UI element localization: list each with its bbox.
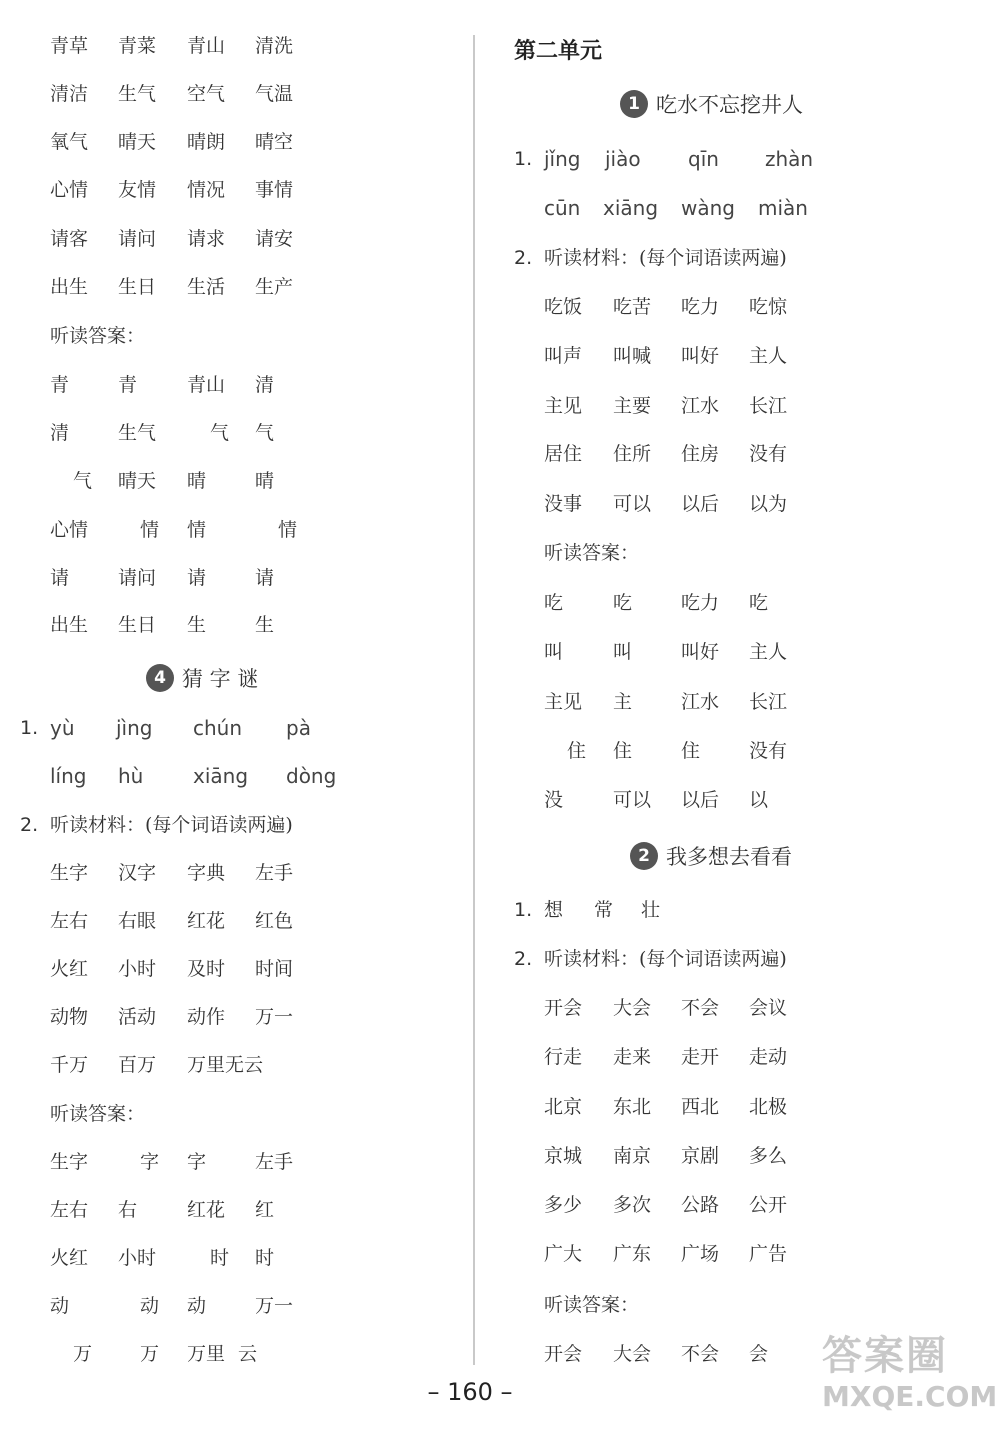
answer: 开会	[544, 1343, 583, 1365]
word: 北极	[749, 1096, 788, 1118]
answer: 住	[567, 740, 587, 762]
answer: 万	[73, 1343, 93, 1365]
lesson-heading	[146, 663, 258, 693]
answer: 晴天	[118, 470, 157, 492]
word: 主要	[613, 395, 652, 417]
word: 住所	[613, 443, 652, 465]
answer: 出生	[50, 614, 89, 636]
lesson-title: 吃水不忘挖井人	[656, 93, 803, 117]
answer: 小时	[118, 1247, 157, 1269]
word: 西北	[681, 1096, 720, 1118]
answer: 生	[255, 614, 275, 636]
pinyin: wàng	[681, 196, 735, 220]
watermark-en: MXQE.COM	[822, 1380, 998, 1413]
word: 动作	[187, 1006, 226, 1028]
answer: 请问	[118, 567, 157, 589]
word: 氧气	[50, 131, 89, 153]
word: 广大	[544, 1243, 583, 1265]
pinyin: jìng	[116, 716, 153, 740]
answer: 生日	[118, 614, 157, 636]
word: 请问	[118, 228, 157, 250]
answer: 时	[255, 1247, 275, 1269]
word: 出生	[50, 276, 89, 298]
answer: 主见	[544, 691, 583, 713]
answer: 常	[594, 899, 614, 921]
answer: 生气	[118, 422, 157, 444]
answer: 以后	[681, 789, 720, 811]
answer: 吃	[749, 592, 769, 614]
pinyin: miàn	[758, 196, 808, 220]
word: 生日	[118, 276, 157, 298]
question-number: 2.	[20, 814, 39, 836]
word: 开会	[544, 997, 583, 1019]
answer: 红花	[187, 1199, 226, 1221]
word: 红花	[187, 910, 226, 932]
word: 空气	[187, 83, 226, 105]
word: 晴空	[255, 131, 294, 153]
word: 吃力	[681, 296, 720, 318]
answer: 字	[187, 1151, 207, 1173]
lesson-number-badge: 1	[620, 90, 648, 118]
word: 请安	[255, 228, 294, 250]
answer: 没有	[749, 740, 788, 762]
watermark-logo	[822, 1332, 998, 1422]
question-label: 听读材料：(每个词语读两遍)	[50, 814, 293, 836]
word: 走来	[613, 1046, 652, 1068]
pinyin: yù	[50, 716, 75, 740]
question-number: 1.	[514, 148, 533, 170]
word: 万里无云	[187, 1054, 264, 1076]
answer: 动	[140, 1295, 160, 1317]
word: 大会	[613, 997, 652, 1019]
word: 百万	[118, 1054, 157, 1076]
answer: 右	[118, 1199, 138, 1221]
answer: 请	[255, 567, 275, 589]
word: 行走	[544, 1046, 583, 1068]
answer: 火红	[50, 1247, 89, 1269]
word: 小时	[118, 958, 157, 980]
word: 友情	[118, 179, 157, 201]
word: 以为	[749, 493, 788, 515]
word: 情况	[187, 179, 226, 201]
pinyin: qīn	[688, 147, 719, 171]
answer: 动	[187, 1295, 207, 1317]
pinyin: zhàn	[765, 147, 814, 171]
answer: 住	[613, 740, 633, 762]
word: 请求	[187, 228, 226, 250]
answer: 长江	[749, 691, 788, 713]
column-divider	[473, 35, 475, 1365]
word: 心情	[50, 179, 89, 201]
pinyin: dòng	[286, 764, 337, 788]
answer: 心情	[50, 519, 89, 541]
answer: 没	[544, 789, 564, 811]
lesson-title: 猜 字 谜	[182, 667, 259, 691]
answer: 情	[140, 519, 160, 541]
answer: 左右	[50, 1199, 89, 1221]
word: 吃苦	[613, 296, 652, 318]
answer: 动	[50, 1295, 70, 1317]
word: 字典	[187, 862, 226, 884]
answer: 青	[50, 374, 70, 396]
answer: 情	[278, 519, 298, 541]
word: 多次	[613, 1194, 652, 1216]
pinyin: jǐng	[544, 147, 581, 171]
question-label: 听读材料：(每个词语读两遍)	[544, 948, 787, 970]
answer: 万一	[255, 1295, 294, 1317]
answer: 大会	[613, 1343, 652, 1365]
answer: 气	[255, 422, 275, 444]
word: 叫好	[681, 345, 720, 367]
answer: 叫好	[681, 641, 720, 663]
answer: 壮	[641, 899, 661, 921]
page-number: – 160 –	[427, 1378, 513, 1406]
word: 多么	[749, 1145, 788, 1167]
word: 京剧	[681, 1145, 720, 1167]
pinyin: hù	[118, 764, 144, 788]
question-number: 2.	[514, 948, 533, 970]
lesson-title: 我多想去看看	[666, 845, 792, 869]
word: 没有	[749, 443, 788, 465]
word: 动物	[50, 1006, 89, 1028]
watermark-cn: 答案圈	[822, 1333, 948, 1379]
answer: 万	[140, 1343, 160, 1365]
word: 吃饭	[544, 296, 583, 318]
answer: 不会	[681, 1343, 720, 1365]
word: 广告	[749, 1243, 788, 1265]
word: 晴天	[118, 131, 157, 153]
word: 公开	[749, 1194, 788, 1216]
word: 生字	[50, 862, 89, 884]
answer: 可以	[613, 789, 652, 811]
word: 青草	[50, 35, 89, 57]
answer: 青山	[187, 374, 226, 396]
answer: 叫	[613, 641, 633, 663]
answer: 左手	[255, 1151, 294, 1173]
word: 主人	[749, 345, 788, 367]
answer: 吃力	[681, 592, 720, 614]
lesson-heading	[620, 89, 803, 119]
pinyin: pà	[286, 716, 311, 740]
word: 叫声	[544, 345, 583, 367]
answer: 红	[255, 1199, 275, 1221]
word: 长江	[749, 395, 788, 417]
question-label: 听读材料：(每个词语读两遍)	[544, 247, 787, 269]
word: 右眼	[118, 910, 157, 932]
unit-title: 第二单元	[514, 39, 603, 64]
answer: 以	[749, 789, 769, 811]
answer: 住	[681, 740, 701, 762]
word: 没事	[544, 493, 583, 515]
word: 居住	[544, 443, 583, 465]
question-number: 1.	[20, 717, 39, 739]
lesson-heading	[630, 841, 792, 871]
word: 活动	[118, 1006, 157, 1028]
word: 东北	[613, 1096, 652, 1118]
answer: 晴	[255, 470, 275, 492]
answer: 请	[187, 567, 207, 589]
answer: 主	[613, 691, 633, 713]
word: 以后	[681, 493, 720, 515]
word: 走开	[681, 1046, 720, 1068]
answer: 气	[73, 470, 93, 492]
word: 清洁	[50, 83, 89, 105]
word: 叫喊	[613, 345, 652, 367]
word: 住房	[681, 443, 720, 465]
word: 左右	[50, 910, 89, 932]
answer: 情	[187, 519, 207, 541]
pinyin: jiào	[605, 147, 641, 171]
word: 生产	[255, 276, 294, 298]
pinyin: chún	[193, 716, 243, 740]
lesson-number-badge: 4	[146, 664, 174, 692]
word: 主见	[544, 395, 583, 417]
word: 及时	[187, 958, 226, 980]
word: 生气	[118, 83, 157, 105]
word: 会议	[749, 997, 788, 1019]
word: 南京	[613, 1145, 652, 1167]
answer: 江水	[681, 691, 720, 713]
word: 万一	[255, 1006, 294, 1028]
word: 京城	[544, 1145, 583, 1167]
word: 不会	[681, 997, 720, 1019]
word: 广场	[681, 1243, 720, 1265]
answer: 吃	[544, 592, 564, 614]
question-number: 2.	[514, 247, 533, 269]
word: 生活	[187, 276, 226, 298]
answer: 主人	[749, 641, 788, 663]
pinyin: cūn	[544, 196, 581, 220]
word: 事情	[255, 179, 294, 201]
answer: 清	[255, 374, 275, 396]
pinyin: líng	[50, 764, 87, 788]
answer: 想	[544, 899, 564, 921]
answer: 晴	[187, 470, 207, 492]
answer: 叫	[544, 641, 564, 663]
word: 走动	[749, 1046, 788, 1068]
word: 公路	[681, 1194, 720, 1216]
word: 红色	[255, 910, 294, 932]
pinyin: xiāng	[193, 764, 249, 788]
word: 左手	[255, 862, 294, 884]
word: 多少	[544, 1194, 583, 1216]
word: 千万	[50, 1054, 89, 1076]
word: 时间	[255, 958, 294, 980]
word: 可以	[613, 493, 652, 515]
word: 气温	[255, 83, 294, 105]
answer: 生	[187, 614, 207, 636]
answer: 吃	[613, 592, 633, 614]
word: 青山	[187, 35, 226, 57]
answer: 生字	[50, 1151, 89, 1173]
word: 广东	[613, 1243, 652, 1265]
word: 汉字	[118, 862, 157, 884]
answer: 会	[749, 1343, 769, 1365]
answer: 字	[140, 1151, 160, 1173]
answer: 万里	[187, 1343, 226, 1365]
answer: 云	[238, 1343, 258, 1365]
word: 江水	[681, 395, 720, 417]
word: 清洗	[255, 35, 294, 57]
answer: 时	[210, 1247, 230, 1269]
word: 北京	[544, 1096, 583, 1118]
answer: 青	[118, 374, 138, 396]
answer: 气	[210, 422, 230, 444]
answer: 清	[50, 422, 70, 444]
word: 青菜	[118, 35, 157, 57]
word: 晴朗	[187, 131, 226, 153]
lesson-number-badge: 2	[630, 842, 658, 870]
answer: 请	[50, 567, 70, 589]
pinyin: xiāng	[603, 196, 659, 220]
word: 请客	[50, 228, 89, 250]
word: 吃惊	[749, 296, 788, 318]
question-number: 1.	[514, 899, 533, 921]
word: 火红	[50, 958, 89, 980]
